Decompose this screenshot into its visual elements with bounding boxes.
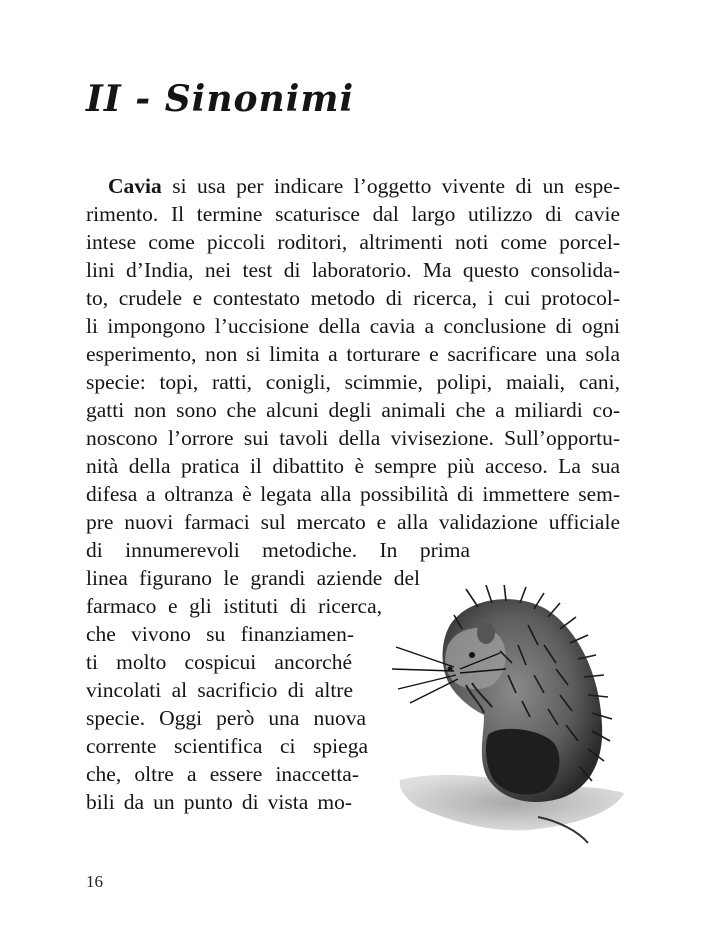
text-line: difesa a oltranza è legata alla possibilità di immettere sem- xyxy=(86,482,620,506)
text-line: linea figurano le grandi aziende del xyxy=(86,566,420,590)
text-line: intese come piccoli roditori, altrimenti noti come porcel- xyxy=(86,230,620,254)
text-line-part: si usa per indicare l’oggetto vivente di un espe- xyxy=(161,174,620,198)
text-line: bili da un punto di vista mo- xyxy=(86,790,352,814)
text-line: to, crudele e contestato metodo di ricerca, i cui protocol- xyxy=(86,286,620,310)
page-number: 16 xyxy=(86,872,103,891)
text-line: rimento. Il termine scaturisce dal largo utilizzo di cavie xyxy=(86,202,620,226)
text-line: noscono l’orrore sui tavoli della vivisezione. Sull’opportu- xyxy=(86,426,620,450)
text-line: nità della pratica il dibattito è sempre più acceso. La sua xyxy=(86,454,620,478)
text-line: di innumerevoli metodiche. In prima xyxy=(86,538,470,562)
text-line: pre nuovi farmaci sul mercato e alla validazione ufficiale xyxy=(86,510,620,534)
rodent-illustration-icon xyxy=(388,585,633,850)
text-line: corrente scientifica ci spiega xyxy=(86,734,368,758)
text-line xyxy=(108,176,620,198)
text-line: specie. Oggi però una nuova xyxy=(86,706,366,730)
text-line: che, oltre a essere inaccetta- xyxy=(86,762,359,786)
text-line: farmaco e gli istituti di ricerca, xyxy=(86,594,382,618)
chapter-title: II - Sinonimi xyxy=(86,78,355,120)
text-line: lini d’India, nei test di laboratorio. Ma questo consolida- xyxy=(86,258,620,282)
keyword-cavia: Cavia xyxy=(108,174,162,198)
text-line: gatti non sono che alcuni degli animali che a miliardi co- xyxy=(86,398,620,422)
text-line: specie: topi, ratti, conigli, scimmie, polipi, maiali, cani, xyxy=(86,370,620,394)
text-line: che vivono su finanziamen- xyxy=(86,622,354,646)
text-line: vincolati al sacrificio di altre xyxy=(86,678,353,702)
text-line: esperimento, non si limita a torturare e sacrificare una sola xyxy=(86,342,620,366)
text-line: ti molto cospicui ancorché xyxy=(86,650,352,674)
text-line: li impongono l’uccisione della cavia a conclusione di ogni xyxy=(86,314,620,338)
